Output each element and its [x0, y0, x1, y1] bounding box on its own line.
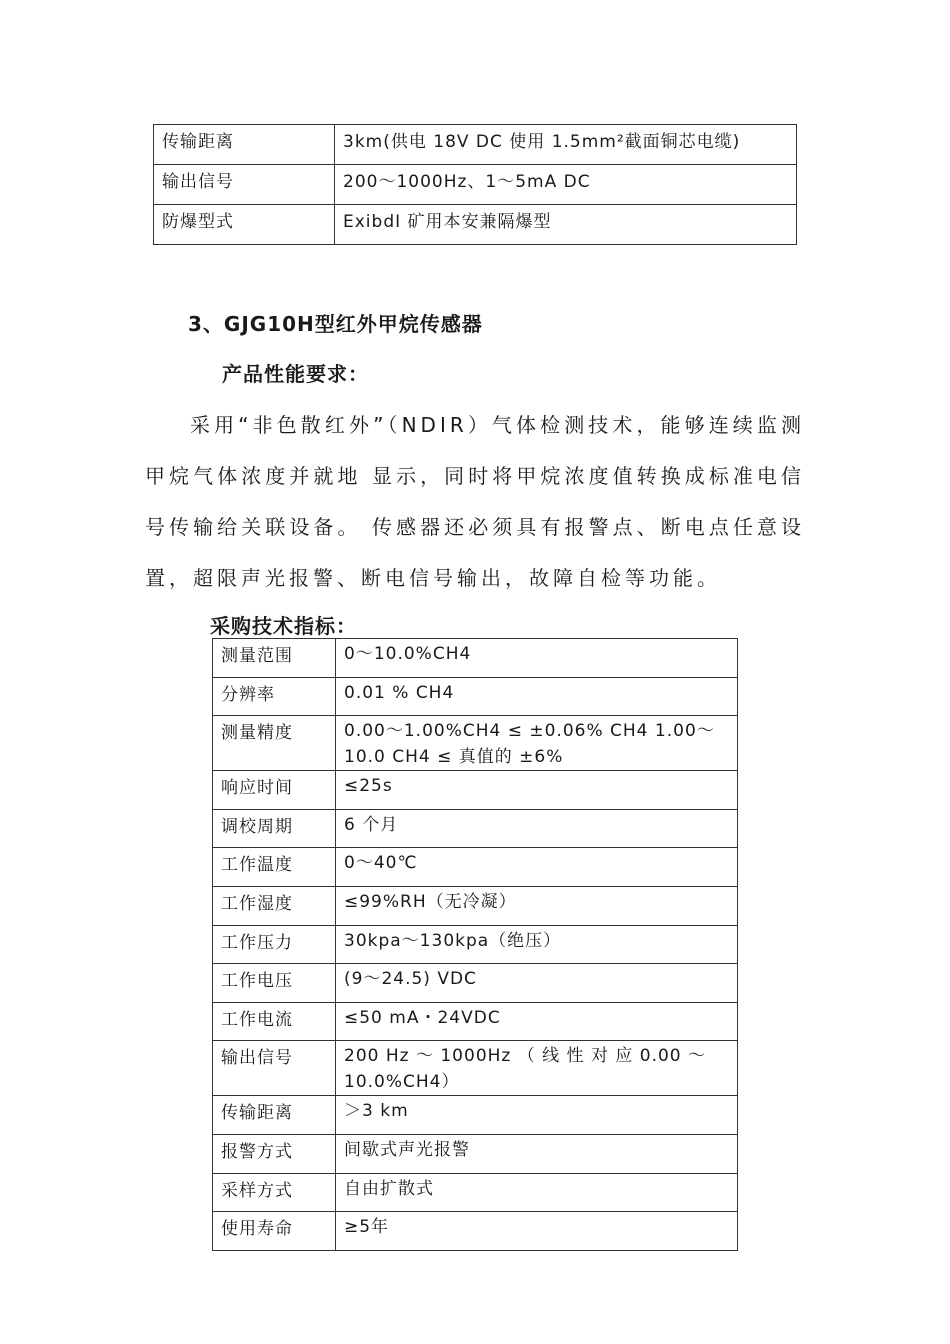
spec-label: 使用寿命	[213, 1212, 336, 1251]
spec-row	[213, 1212, 738, 1251]
spec-label: 输出信号	[213, 1041, 336, 1096]
spec-row	[154, 125, 797, 165]
spec-value: 自由扩散式	[336, 1173, 738, 1212]
spec-label: 工作温度	[213, 848, 336, 887]
spec-value: 0.01 % CH4	[336, 677, 738, 716]
spec-row	[213, 848, 738, 887]
requirements-title: 产品性能要求：	[222, 362, 369, 386]
spec-value: (9～24.5) VDC	[336, 964, 738, 1003]
spec-row	[213, 771, 738, 810]
spec-value: 200 Hz ～ 1000Hz （ 线 性 对 应 0.00 ～ 10.0%CH4）	[336, 1041, 738, 1096]
spec-value: 6 个月	[336, 809, 738, 848]
spec-value: 30kpa～130kpa（绝压）	[336, 925, 738, 964]
purchase-spec-table	[212, 638, 738, 1251]
spec-label: 报警方式	[213, 1134, 336, 1173]
spec-label: 工作湿度	[213, 886, 336, 925]
spec-label: 输出信号	[154, 165, 335, 205]
spec-value: 200～1000Hz、1～5mA DC	[335, 165, 797, 205]
spec-label: 传输距离	[154, 125, 335, 165]
spec-value: ≤99%RH（无冷凝）	[336, 886, 738, 925]
spec-row	[213, 639, 738, 678]
spec-row	[213, 809, 738, 848]
section-title: 3、GJG10H型红外甲烷传感器	[188, 312, 483, 336]
spec-label: 传输距离	[213, 1096, 336, 1135]
spec-label: 工作压力	[213, 925, 336, 964]
spec-row	[213, 1173, 738, 1212]
spec-label: 测量精度	[213, 716, 336, 771]
spec-row	[213, 964, 738, 1003]
spec-label: 分辨率	[213, 677, 336, 716]
spec-value: ≥5年	[336, 1212, 738, 1251]
spec-row	[154, 165, 797, 205]
spec-value: 0～40℃	[336, 848, 738, 887]
spec-value: 间歇式声光报警	[336, 1134, 738, 1173]
spec-value: 3km(供电 18V DC 使用 1.5mm²截面铜芯电缆)	[335, 125, 797, 165]
spec-value: 0.00～1.00%CH4 ≤ ±0.06% CH4 1.00～10.0 CH4 ≤ 真值的 ±6%	[336, 716, 738, 771]
spec-row	[213, 677, 738, 716]
spec-row	[213, 1134, 738, 1173]
spec-row	[154, 205, 797, 245]
spec-label: 调校周期	[213, 809, 336, 848]
spec-label: 采样方式	[213, 1173, 336, 1212]
spec-row	[213, 1002, 738, 1041]
top-spec-table	[153, 124, 797, 245]
spec-value: ＞3 km	[336, 1096, 738, 1135]
purchase-specs-title: 采购技术指标：	[210, 614, 357, 638]
product-description: 采用“非色散红外”（NDIR）气体检测技术，能够连续监测甲烷气体浓度并就地 显示，同时将甲烷浓度值转换成标准电信号传输给关联设备。 传感器还必须具有报警点、断电点任意设置，超限声光报警、断电信号输出，故障自检等功能。	[145, 413, 805, 590]
spec-row	[213, 1096, 738, 1135]
spec-value: ExibdⅠ 矿用本安兼隔爆型	[335, 205, 797, 245]
spec-label: 工作电流	[213, 1002, 336, 1041]
spec-value: ≤50 mA・24VDC	[336, 1002, 738, 1041]
spec-row	[213, 925, 738, 964]
spec-value: ≤25s	[336, 771, 738, 810]
spec-label: 测量范围	[213, 639, 336, 678]
spec-label: 防爆型式	[154, 205, 335, 245]
spec-label: 工作电压	[213, 964, 336, 1003]
spec-value: 0～10.0%CH4	[336, 639, 738, 678]
spec-row	[213, 886, 738, 925]
spec-row	[213, 1041, 738, 1096]
spec-label: 响应时间	[213, 771, 336, 810]
spec-row	[213, 716, 738, 771]
